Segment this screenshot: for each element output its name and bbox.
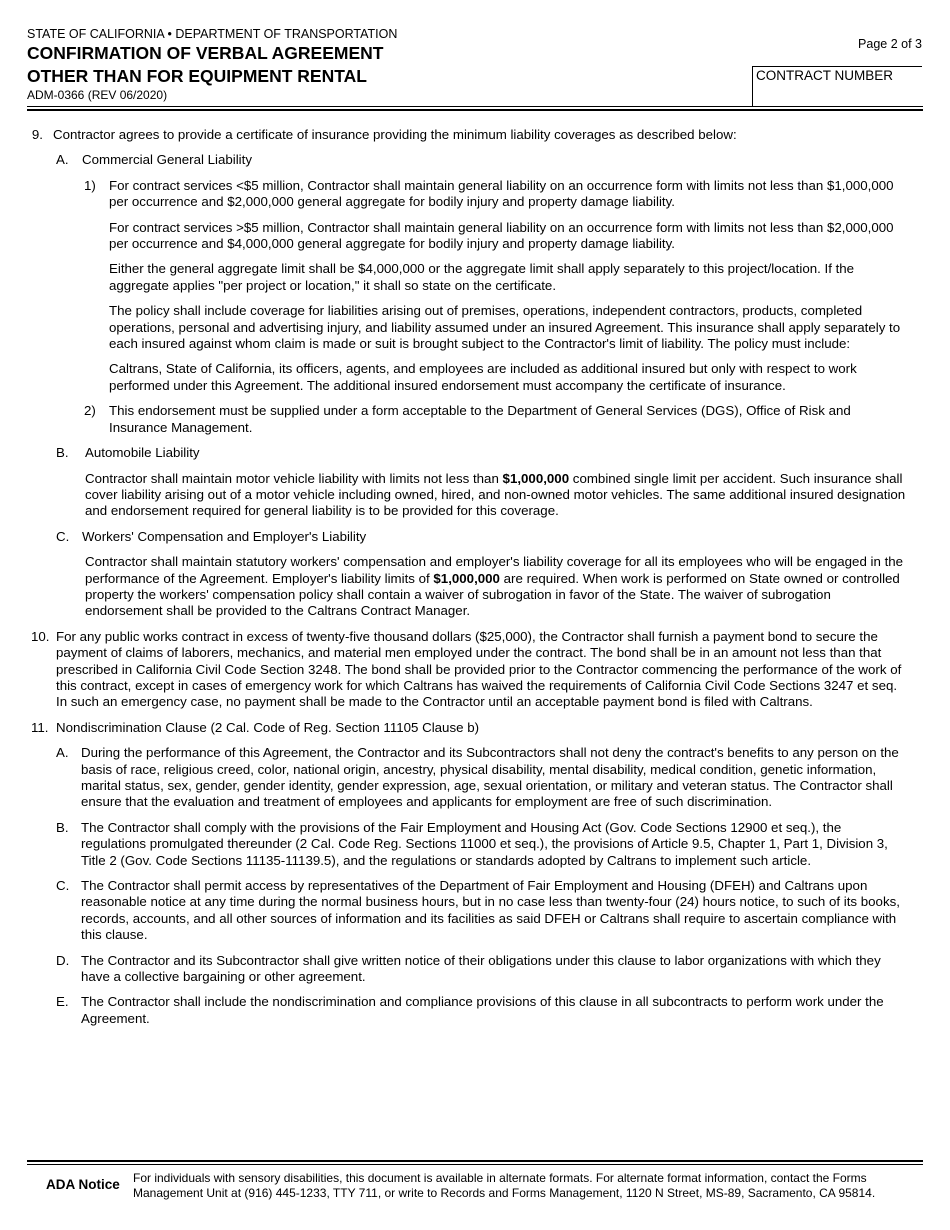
text-segment: Contractor shall maintain motor vehicle liability with limits not less than bbox=[85, 470, 503, 486]
clause-11c bbox=[0, 878, 950, 944]
clause-9c-text bbox=[0, 554, 950, 620]
clause-letter: A. bbox=[56, 152, 69, 168]
paragraph bbox=[85, 554, 910, 620]
clause-11a bbox=[0, 745, 950, 811]
form-number: ADM-0366 (REV 06/2020) bbox=[27, 88, 168, 102]
form-title-line1: CONFIRMATION OF VERBAL AGREEMENT bbox=[27, 43, 384, 63]
clause-11e bbox=[0, 994, 950, 1027]
clause-9a1-p4 bbox=[0, 303, 950, 352]
clause-9a1-p1 bbox=[0, 178, 950, 211]
paragraph bbox=[85, 471, 906, 520]
ada-notice-label: ADA Notice bbox=[46, 1177, 120, 1192]
clause-9a2 bbox=[0, 403, 950, 436]
clause-9 bbox=[0, 127, 950, 143]
form-title-line2: OTHER THAN FOR EQUIPMENT RENTAL bbox=[27, 66, 367, 86]
liability-amount: $1,000,000 bbox=[433, 570, 500, 586]
header-divider bbox=[27, 106, 923, 107]
ada-notice-text: For individuals with sensory disabilities, this document is available in alternate formats. For alternate format information, contact the Forms Management Unit at (916) 445-1233, TTY 711, or write to Records and Forms Management, 1120 N Street, MS-89, Sacramento, CA 95814. bbox=[133, 1171, 876, 1200]
clause-9a1-p2 bbox=[0, 220, 950, 253]
text-segment: combined single limit per accident. Such insurance shall cover liability arising out of a motor vehicle including owned, hired, and non-owned motor vehicles. The same additional insured designation and endorsement required for general liability is to be provided for this coverage. bbox=[85, 470, 906, 519]
text-segment: are required. When work is performed on State owned or controlled property the workers' compensation policy shall contain a waiver of subrogation in favor of the State. The waiver of subrogation endorsement shall be provided to the Caltrans Contract Manager. bbox=[85, 570, 900, 619]
clause-9a-heading bbox=[0, 152, 950, 168]
header-divider-thick bbox=[27, 109, 923, 111]
clause-letter: D. bbox=[56, 952, 70, 968]
paragraph: Either the general aggregate limit shall be $4,000,000 or the aggregate limit shall apply separately to this project/location. If the aggregate applies "per project or location," it shall so state on the certificate. bbox=[109, 261, 855, 293]
clause-letter: C. bbox=[56, 528, 70, 544]
clause-9b-heading bbox=[0, 445, 950, 461]
agency-name: STATE OF CALIFORNIA • DEPARTMENT OF TRANSPORTATION bbox=[27, 27, 398, 41]
clause-text: For any public works contract in excess of twenty-five thousand dollars ($25,000), the Contractor shall furnish a payment bond to secure the payment of claims of laborers, mechanics, and material men employed under the contract. The bond shall be in an amount not less than that prescribed in California Civil Code Section 3248. The bond shall be provided prior to the Contractor commencing the performance of the work of this contract, except in cases of emergency work for which Caltrans has waived the requirements of California Civil Code Sections 3247 et seq. In such an emergency case, no payment shall be made to the Contractor until an acceptable payment bond is filed with Caltrans. bbox=[56, 628, 902, 710]
clause-9b-text bbox=[0, 471, 950, 520]
text-segment: Contractor shall maintain statutory workers' compensation and employer's liability coverage for all its employees who will be engaged in the performance of the Agreement. Employer's liability limits of bbox=[85, 554, 904, 586]
contract-number-label: CONTRACT NUMBER bbox=[756, 68, 894, 83]
clause-number: 10. bbox=[31, 628, 50, 644]
footer-divider-thick bbox=[27, 1160, 923, 1162]
clause-10 bbox=[0, 629, 950, 711]
paragraph: During the performance of this Agreement, the Contractor and its Subcontractors shall not deny the contract's benefits to any person on the basis of race, religious creed, color, national origin, ancestry, physical disability, mental disability, medical condition, genetic information, marital status, sex, gender, gender identity, gender expression, age, sexual orientation, or military and veteran status. The Contractor shall ensure that the evaluation and treatment of employees and applicants for employment are free of such discrimination. bbox=[81, 745, 899, 810]
clause-subnumber: 1) bbox=[84, 177, 96, 193]
paragraph: This endorsement must be supplied under a form acceptable to the Department of General Services (DGS), Office of Risk and Insurance Management. bbox=[109, 403, 851, 435]
clause-number: 11. bbox=[31, 719, 49, 735]
clause-letter: B. bbox=[56, 819, 69, 835]
paragraph: For contract services >$5 million, Contractor shall maintain general liability on an occurrence form with limits not less than $2,000,000 per occurrence and $4,000,000 general aggregate for bodily injury and property damage liability. bbox=[109, 219, 894, 252]
clause-9a1-p5 bbox=[0, 361, 950, 394]
form-header bbox=[0, 0, 950, 112]
contract-number-field[interactable] bbox=[752, 66, 922, 106]
paragraph: Caltrans, State of California, its officers, agents, and employees are included as additional insured but only with respect to work performed under this Agreement. The additional insured endorsement must accompany the certificate of insurance. bbox=[109, 361, 857, 393]
clause-heading: Automobile Liability bbox=[85, 445, 200, 461]
paragraph: The policy shall include coverage for liabilities arising out of premises, operations, independent contractors, products, completed operations, personal and advertising injury, and liability assumed under an insured Agreement. This insurance shall apply separately to each insured against whom claim is made or suit is brought subject to the Contractor's limit of liability. The policy must include: bbox=[109, 303, 901, 352]
clause-11b bbox=[0, 820, 950, 869]
clause-number: 9. bbox=[31, 127, 43, 142]
clause-11d bbox=[0, 953, 950, 986]
paragraph: For contract services <$5 million, Contractor shall maintain general liability on an occurrence form with limits not less than $1,000,000 per occurrence and $2,000,000 general aggregate for bodily injury and property damage liability. bbox=[109, 177, 894, 210]
clause-9c-heading bbox=[0, 529, 950, 545]
clause-text: Contractor agrees to provide a certificate of insurance providing the minimum liability coverages as described below: bbox=[53, 127, 737, 142]
paragraph: The Contractor and its Subcontractor shall give written notice of their obligations under this clause to labor organizations with which they have a collective bargaining or other agreement. bbox=[81, 952, 881, 985]
clause-letter: A. bbox=[56, 745, 69, 761]
clause-11 bbox=[0, 720, 950, 736]
clause-subnumber: 2) bbox=[84, 403, 96, 419]
document-body bbox=[0, 127, 950, 1036]
page-number: Page 2 of 3 bbox=[858, 37, 922, 51]
paragraph: The Contractor shall comply with the provisions of the Fair Employment and Housing Act (Gov. Code Sections 12900 et seq.), the regulations promulgated thereunder (2 Cal. Code Reg. Sections 11000 et seq.), the provisions of Article 9.5, Chapter 1, Part 1, Division 3, Title 2 (Gov. Code Sections 11135-11139.5), and the regulations or standards adopted by Caltrans to implement such article. bbox=[81, 819, 888, 868]
clause-heading: Workers' Compensation and Employer's Liability bbox=[82, 528, 367, 544]
clause-letter: E. bbox=[56, 994, 69, 1010]
clause-letter: B. bbox=[56, 445, 69, 461]
clause-9a1-p3 bbox=[0, 261, 950, 294]
clause-letter: C. bbox=[56, 878, 70, 894]
clause-heading: Commercial General Liability bbox=[82, 152, 252, 168]
paragraph: The Contractor shall permit access by representatives of the Department of Fair Employment and Housing (DFEH) and Caltrans upon reasonable notice at any time during the normal business hours, but in no case less than twenty-four (24) hours notice, to such of its books, records, accounts, and all other sources of information and its facilities as said DFEH or Caltrans shall require to ascertain compliance with this clause. bbox=[81, 878, 900, 943]
paragraph: The Contractor shall include the nondiscrimination and compliance provisions of this clause in all subcontracts to perform work under the Agreement. bbox=[81, 994, 884, 1026]
form-title bbox=[27, 42, 383, 88]
footer-divider bbox=[27, 1164, 923, 1165]
clause-text: Nondiscrimination Clause (2 Cal. Code of Reg. Section 11105 Clause b) bbox=[56, 719, 480, 735]
liability-amount: $1,000,000 bbox=[502, 470, 570, 486]
